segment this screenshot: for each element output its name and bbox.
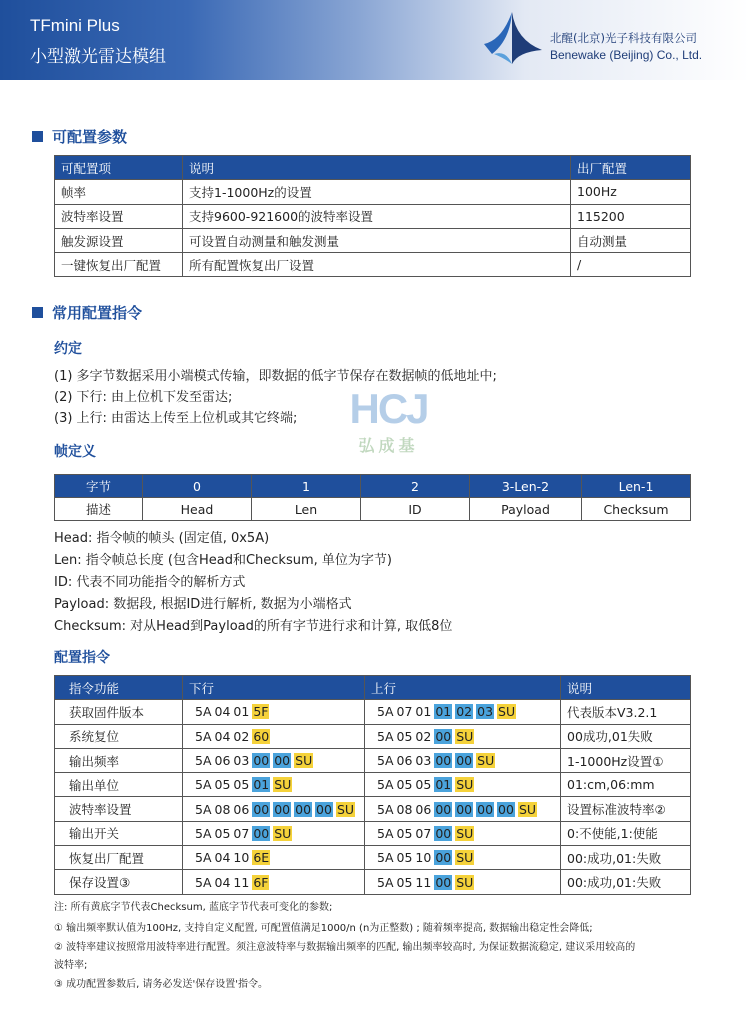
checksum-byte: SU — [456, 825, 474, 841]
parameter-byte: 00 — [295, 801, 312, 817]
byte: 04 — [214, 850, 231, 866]
byte: 07 — [415, 825, 432, 841]
footnote: 波特率; — [54, 960, 88, 971]
header-cell: 出厂配置 — [571, 156, 691, 180]
table-cell: 波特率设置 — [55, 204, 183, 228]
checksum-byte: 5F — [253, 704, 269, 720]
parameter-byte: 00 — [435, 753, 452, 769]
checksum-byte: SU — [274, 825, 292, 841]
byte: 5A — [377, 753, 394, 769]
byte: 08 — [396, 801, 413, 817]
checksum-byte: SU — [456, 777, 474, 793]
byte: 01 — [415, 704, 432, 720]
header-cell: Len-1 — [582, 475, 691, 498]
command-downlink-cell — [183, 773, 365, 797]
table-cell: Head — [143, 498, 252, 521]
table-cell: 支持9600-921600的波特率设置 — [183, 204, 571, 228]
table-row — [55, 748, 691, 772]
table-row — [55, 498, 691, 521]
parameter-byte: 00 — [456, 753, 473, 769]
checksum-byte: SU — [336, 801, 355, 817]
section-title-text: 常用配置指令 — [52, 304, 143, 322]
byte: 05 — [396, 728, 413, 744]
command-description-cell: 00:成功,01:失败 — [561, 870, 691, 894]
parameter-byte: 00 — [477, 801, 494, 817]
table-cell: 一键恢复出厂配置 — [55, 253, 183, 277]
frame-definition-table — [54, 474, 691, 521]
parameter-byte: 00 — [456, 801, 473, 817]
table-cell: 自动测量 — [571, 228, 691, 252]
table-row — [55, 846, 691, 870]
table-row — [55, 180, 691, 204]
command-function-cell: 恢复出厂配置 — [55, 846, 183, 870]
parameter-byte: 01 — [435, 777, 452, 793]
table-cell: 115200 — [571, 204, 691, 228]
parameter-byte: 00 — [274, 801, 291, 817]
table-row — [55, 228, 691, 252]
checksum-byte: SU — [295, 753, 313, 769]
byte: 07 — [233, 825, 250, 841]
table-row — [55, 724, 691, 748]
table-cell: 可设置自动测量和触发测量 — [183, 228, 571, 252]
checksum-byte: 60 — [253, 728, 270, 744]
frame-definition-title: 帧定义 — [54, 444, 96, 460]
parameter-byte: 01 — [435, 704, 452, 720]
table-cell: 触发源设置 — [55, 228, 183, 252]
parameter-byte: 00 — [253, 801, 270, 817]
command-downlink-cell — [183, 846, 365, 870]
checksum-byte: SU — [498, 704, 516, 720]
parameter-byte: 00 — [498, 801, 514, 817]
table-row — [55, 204, 691, 228]
header-cell: 2 — [361, 475, 470, 498]
byte: 04 — [214, 874, 231, 890]
byte: 5A — [377, 728, 394, 744]
table-cell: Payload — [470, 498, 582, 521]
frame-field-description: Head: 指令帧的帧头 (固定值, 0x5A) — [54, 531, 270, 546]
byte: 04 — [214, 728, 231, 744]
product-title: TFmini Plus — [30, 16, 120, 35]
command-uplink-cell — [365, 773, 561, 797]
byte: 10 — [233, 850, 250, 866]
frame-field-description: Len: 指令帧总长度 (包含Head和Checksum, 单位为字节) — [54, 553, 392, 568]
byte: 5A — [195, 728, 212, 744]
table-cell: 100Hz — [571, 180, 691, 204]
command-description-cell: 01:cm,06:mm — [561, 773, 691, 797]
parameter-byte: 00 — [253, 825, 270, 841]
table-cell: 支持1-1000Hz的设置 — [183, 180, 571, 204]
command-description-cell: 0:不使能,1:使能 — [561, 821, 691, 845]
command-downlink-cell — [183, 821, 365, 845]
byte: 5A — [377, 850, 394, 866]
table-cell: 描述 — [55, 498, 143, 521]
command-description-cell: 1-1000Hz设置① — [561, 748, 691, 772]
table-header-row — [55, 475, 691, 498]
byte: 05 — [396, 874, 413, 890]
command-description-cell: 代表版本V3.2.1 — [561, 700, 691, 724]
commands-title: 配置指令 — [54, 650, 110, 666]
frame-field-description: ID: 代表不同功能指令的解析方式 — [54, 575, 246, 590]
footnote: ① 输出频率默认值为100Hz, 支持自定义配置, 可配置值满足1000/n (n为正整数) ; 随着频率提高, 数据输出稳定性会降低; — [54, 923, 593, 934]
header-cell: 指令功能 — [55, 676, 183, 700]
watermark-text: 弘成基 — [358, 436, 419, 455]
section-title-config-params — [32, 126, 127, 147]
byte: 5A — [195, 753, 212, 769]
table-row — [55, 253, 691, 277]
command-description-cell: 设置标准波特率② — [561, 797, 691, 821]
table-cell: Len — [252, 498, 361, 521]
command-uplink-cell — [365, 797, 561, 821]
byte: 5A — [195, 704, 212, 720]
byte: 05 — [396, 825, 413, 841]
byte: 5A — [195, 777, 212, 793]
table-row — [55, 870, 691, 894]
parameter-byte: 00 — [435, 801, 452, 817]
frame-field-description: Payload: 数据段, 根据ID进行解析, 数据为小端格式 — [54, 597, 352, 612]
checksum-byte: SU — [518, 801, 537, 817]
table-row — [55, 773, 691, 797]
command-downlink-cell — [183, 797, 365, 821]
command-downlink-cell — [183, 870, 365, 894]
command-downlink-cell — [183, 700, 365, 724]
parameter-byte: 00 — [253, 753, 270, 769]
command-function-cell: 保存设置③ — [55, 870, 183, 894]
watermark-letters: HCJ — [349, 385, 428, 432]
byte: 08 — [214, 801, 231, 817]
header-cell: 说明 — [183, 156, 571, 180]
byte: 05 — [396, 850, 413, 866]
command-description-cell: 00:成功,01:失败 — [561, 846, 691, 870]
byte: 05 — [214, 825, 231, 841]
byte: 02 — [415, 728, 432, 744]
convention-title: 约定 — [54, 341, 82, 357]
section-square-icon — [32, 307, 43, 318]
table-row — [55, 821, 691, 845]
command-function-cell: 获取固件版本 — [55, 700, 183, 724]
table-header-row — [55, 156, 691, 180]
hcj-watermark — [336, 385, 441, 467]
section-title-text: 可配置参数 — [52, 128, 128, 146]
byte: 05 — [233, 777, 250, 793]
header-cell: 3-Len-2 — [470, 475, 582, 498]
byte: 5A — [377, 704, 394, 720]
parameter-byte: 00 — [435, 874, 452, 890]
command-uplink-cell — [365, 821, 561, 845]
parameter-byte: 00 — [435, 728, 452, 744]
header-cell: 0 — [143, 475, 252, 498]
byte: 06 — [396, 753, 413, 769]
company-name-en: Benewake (Beijing) Co., Ltd. — [550, 48, 703, 62]
parameter-byte: 00 — [435, 825, 452, 841]
parameter-byte: 01 — [253, 777, 270, 793]
byte: 01 — [233, 704, 250, 720]
header-cell: 1 — [252, 475, 361, 498]
byte: 5A — [195, 801, 212, 817]
convention-line: (1) 多字节数据采用小端模式传输，即数据的低字节保存在数据帧的低地址中; — [54, 369, 497, 384]
byte: 03 — [415, 753, 432, 769]
byte: 5A — [377, 825, 394, 841]
byte: 02 — [233, 728, 250, 744]
byte: 05 — [415, 777, 432, 793]
byte: 06 — [233, 801, 250, 817]
frame-field-description: Checksum: 对从Head到Payload的所有字节进行求和计算, 取低8位 — [54, 619, 453, 634]
byte: 5A — [195, 850, 212, 866]
checksum-byte: SU — [477, 753, 495, 769]
checksum-byte: SU — [456, 874, 474, 890]
config-params-table — [54, 155, 691, 277]
byte: 07 — [396, 704, 413, 720]
byte: 06 — [214, 753, 231, 769]
command-function-cell: 输出开关 — [55, 821, 183, 845]
checksum-byte: 6F — [253, 874, 269, 890]
commands-table — [54, 675, 691, 895]
byte: 11 — [415, 874, 432, 890]
command-uplink-cell — [365, 748, 561, 772]
command-uplink-cell — [365, 870, 561, 894]
product-subtitle: 小型激光雷达模组 — [30, 47, 166, 67]
section-square-icon — [32, 131, 43, 142]
table-header-row — [55, 676, 691, 700]
parameter-byte: 00 — [274, 753, 291, 769]
byte: 5A — [377, 874, 394, 890]
byte: 05 — [214, 777, 231, 793]
byte: 03 — [233, 753, 250, 769]
table-cell: ID — [361, 498, 470, 521]
section-title-common-commands — [32, 302, 142, 323]
table-cell: Checksum — [582, 498, 691, 521]
command-uplink-cell — [365, 700, 561, 724]
footnote: ② 波特率建议按照常用波特率进行配置。须注意波特率与数据输出频率的匹配, 输出频率较高时, 为保证数据流稳定, 建议采用较高的 — [54, 942, 636, 953]
header-cell: 可配置项 — [55, 156, 183, 180]
byte: 06 — [415, 801, 432, 817]
checksum-byte: 6E — [253, 850, 270, 866]
header-cell: 字节 — [55, 475, 143, 498]
footnote: ③ 成功配置参数后, 请务必发送'保存设置'指令。 — [54, 979, 268, 990]
footnote: 注: 所有黄底字节代表Checksum, 蓝底字节代表可变化的参数; — [54, 902, 333, 913]
parameter-byte: 03 — [477, 704, 494, 720]
table-row — [55, 797, 691, 821]
checksum-byte: SU — [456, 850, 474, 866]
byte: 04 — [214, 704, 231, 720]
byte: 5A — [377, 801, 394, 817]
command-uplink-cell — [365, 724, 561, 748]
byte: 5A — [195, 874, 212, 890]
convention-line: (3) 上行: 由雷达上传至上位机或其它终端; — [54, 411, 298, 426]
command-function-cell: 输出单位 — [55, 773, 183, 797]
byte: 10 — [415, 850, 432, 866]
header-cell: 说明 — [561, 676, 691, 700]
byte: 5A — [377, 777, 394, 793]
checksum-byte: SU — [456, 728, 474, 744]
table-cell: 所有配置恢复出厂设置 — [183, 253, 571, 277]
table-cell: 帧率 — [55, 180, 183, 204]
parameter-byte: 00 — [435, 850, 452, 866]
command-description-cell: 00成功,01失败 — [561, 724, 691, 748]
table-cell: / — [571, 253, 691, 277]
convention-line: (2) 下行: 由上位机下发至雷达; — [54, 390, 233, 405]
command-function-cell: 波特率设置 — [55, 797, 183, 821]
byte: 11 — [233, 874, 250, 890]
parameter-byte: 00 — [316, 801, 332, 817]
command-function-cell: 系统复位 — [55, 724, 183, 748]
header-cell: 下行 — [183, 676, 365, 700]
header-cell: 上行 — [365, 676, 561, 700]
benewake-logo-icon — [482, 10, 544, 66]
checksum-byte: SU — [274, 777, 292, 793]
company-name-cn: 北醒(北京)光子科技有限公司 — [550, 31, 697, 45]
command-uplink-cell — [365, 846, 561, 870]
byte: 05 — [396, 777, 413, 793]
table-row — [55, 700, 691, 724]
command-downlink-cell — [183, 748, 365, 772]
page-header — [0, 0, 750, 80]
command-downlink-cell — [183, 724, 365, 748]
parameter-byte: 02 — [456, 704, 473, 720]
command-function-cell: 输出频率 — [55, 748, 183, 772]
byte: 5A — [195, 825, 212, 841]
